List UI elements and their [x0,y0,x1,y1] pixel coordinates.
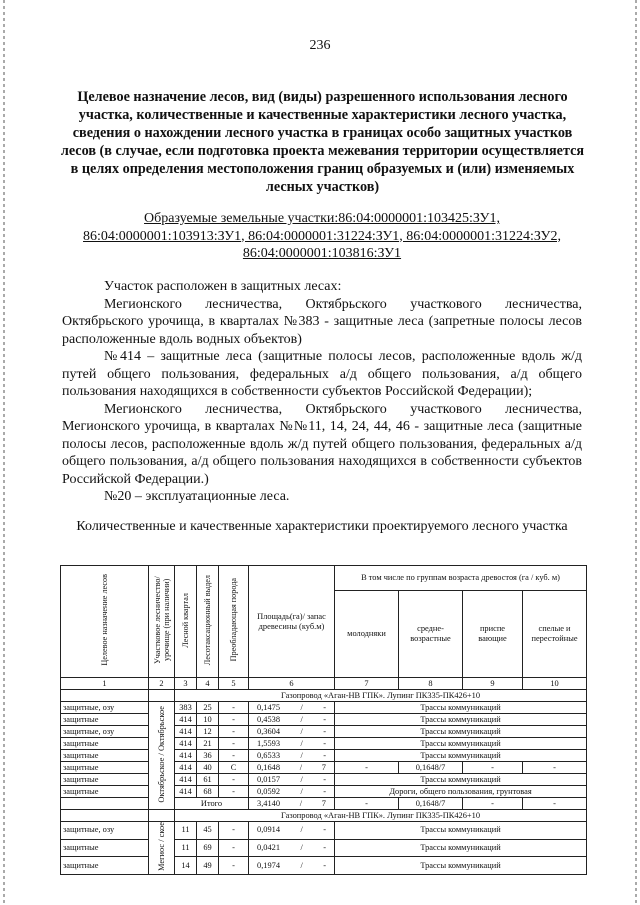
header-area: Площадь(га)/ запас древесины (куб.м) [249,566,335,678]
area-value: 0,1475 [257,702,281,712]
table-row [61,738,587,750]
area-value: 1,5593 [257,738,281,748]
mature-cell: - [523,798,587,810]
header-quarter: Лесной квартал [175,566,197,678]
purpose-cell: защитные [61,786,149,798]
column-numbers-row [61,678,587,690]
header-forestry: Участковое лесничество/ урочище (при наличии) [149,566,175,678]
col-number: 9 [463,678,523,690]
col-number: 7 [335,678,399,690]
purpose-cell: защитные [61,762,149,774]
header-maturing: приспе вающие [463,591,523,678]
area-value: 0,0421 [257,842,281,852]
area-cell: 0,0421 / - [249,839,335,857]
note-cell: Трассы коммуникаций [335,857,587,875]
section-row [61,690,587,702]
col-number: 10 [523,678,587,690]
empty-cell [61,810,149,822]
plot-cell: 40 [197,762,219,774]
purpose-cell: защитные [61,750,149,762]
quarter-cell: 11 [175,822,197,840]
header-middle: средне-возрастные [399,591,463,678]
note-cell: Трассы коммуникаций [335,774,587,786]
area-cell: 3,4140 / 7 [249,798,335,810]
note-cell: Трассы коммуникаций [335,822,587,840]
paragraph: Участок расположен в защитных лесах: [104,279,342,294]
scan-edge-left [3,0,5,905]
species-cell: - [219,857,249,875]
header-age-group: В том числе по группам возраста древостоя (га / куб. м) [335,566,587,591]
table-row [61,839,587,857]
area-cell: 0,1475 / - [249,702,335,714]
empty-cell [149,810,175,822]
note-cell: Дороги, общего пользования, грунтовая [335,786,587,798]
section-row [61,810,587,822]
area-cell: 0,4538 / - [249,714,335,726]
section-heading: Целевое назначение лесов, вид (виды) разрешенного использования лесного участка, количественные и качественные характеристики лесного участка, сведения о нахождении лесного участка в границах особо защитных участков лесов (в случае, если подготовка проекта межевания территории осуществляется в целях определения местоположения границ образуемых и (или) изменяемых лесных участков) [60,89,585,195]
paragraph: №20 – эксплуатационные леса. [104,489,290,504]
area-cell: 0,0914 / - [249,822,335,840]
note-cell: Трассы коммуникаций [335,839,587,857]
note-cell: Трассы коммуникаций [335,726,587,738]
area-cell: 0,3604 / - [249,726,335,738]
plot-cell: 10 [197,714,219,726]
scan-edge-right [635,0,637,905]
stock-value: - [323,786,326,796]
area-value: 0,1648 [257,762,281,772]
species-cell: - [219,702,249,714]
table-title: Количественные и качественные характеристики проектируемого лесного участка [76,519,568,534]
note-cell: Трассы коммуникаций [335,714,587,726]
plots-line: Образуемые земельные участки:86:04:0000001:103425:ЗУ1, [144,211,500,226]
header-mature: спелые и перестойные [523,591,587,678]
page-number: 236 [309,38,331,53]
plot-cell: 45 [197,822,219,840]
area-value: 0,1974 [257,860,281,870]
species-cell: - [219,822,249,840]
area-value: 0,0592 [257,786,281,796]
stock-value: - [323,726,326,736]
area-value: 0,0157 [257,774,281,784]
plots-line: 86:04:0000001:103816:ЗУ1 [242,246,402,261]
quarter-cell: 414 [175,726,197,738]
area-value: 0,0914 [257,825,281,835]
species-cell: - [219,738,249,750]
forestry-cell: Октябрьское / Октябрьское [149,702,175,810]
plot-cell: 61 [197,774,219,786]
paragraph: Мегионского лесничества, Октябрьского участкового лесничества, Октябрьского урочища, в кварталах №383 - защитные леса (запретные полосы лесов расположенные вдоль водных объектов) [62,296,582,347]
stock-value: - [323,860,326,870]
header-young: молодняки [335,591,399,678]
quarter-cell: 414 [175,738,197,750]
purpose-cell: защитные [61,774,149,786]
quarter-cell: 414 [175,762,197,774]
table-row [61,750,587,762]
plot-cell: 25 [197,702,219,714]
note-cell: Трассы коммуникаций [335,702,587,714]
paragraph: Мегионского лесничества, Октябрьского участкового лесничества, Мегионского урочища, в кварталах №№11, 14, 24, 44, 46 - защитные леса (защитные полосы лесов, расположенные вдоль ж/д путей общего пользования, федеральных а/д общего пользования, а/д общего пользования находящихся в собственности субъектов Российской Федерации.) [62,401,582,487]
table-row [61,762,587,774]
note-cell: Трассы коммуникаций [335,750,587,762]
land-plots-list [62,210,582,263]
plot-cell: 12 [197,726,219,738]
area-cell: 0,0157 / - [249,774,335,786]
purpose-cell: защитные [61,857,149,875]
young-cell: - [335,798,399,810]
plot-cell: 68 [197,786,219,798]
table-row [61,822,587,840]
forest-characteristics-table [60,565,587,875]
quarter-cell: 383 [175,702,197,714]
plot-cell: 49 [197,857,219,875]
species-cell: - [219,750,249,762]
stock-value: - [323,714,326,724]
table-row [61,726,587,738]
forestry-cell: Мегиос / ское [149,822,175,875]
location-description [62,278,582,506]
quarter-cell: 414 [175,714,197,726]
col-number: 6 [249,678,335,690]
quarter-cell: 11 [175,839,197,857]
col-number: 2 [149,678,175,690]
area-cell: 0,1648 / 7 [249,762,335,774]
purpose-cell: защитные, озу [61,822,149,840]
species-cell: - [219,714,249,726]
plots-line: 86:04:0000001:103913:ЗУ1, 86:04:0000001:31224:ЗУ1, 86:04:0000001:31224:ЗУ2, [83,228,561,244]
area-value: 0,3604 [257,726,281,736]
table-row [61,857,587,875]
stock-value: - [323,702,326,712]
stock-value: - [323,842,326,852]
quarter-cell: 414 [175,750,197,762]
total-row [61,798,587,810]
col-number: 3 [175,678,197,690]
total-label: Итого [175,798,249,810]
quarter-cell: 414 [175,786,197,798]
purpose-cell: защитные [61,714,149,726]
stock-value: - [323,738,326,748]
species-cell: - [219,726,249,738]
col-number: 4 [197,678,219,690]
area-value: 3,4140 [257,798,281,808]
stock-value: 7 [321,762,326,772]
note-cell: Трассы коммуникаций [335,738,587,750]
col-number: 5 [219,678,249,690]
purpose-cell: защитные, озу [61,726,149,738]
species-cell: - [219,786,249,798]
stock-value: - [323,825,326,835]
mature-cell: - [523,762,587,774]
purpose-cell: защитные [61,839,149,857]
header-row [61,566,587,591]
plot-cell: 36 [197,750,219,762]
col-number: 8 [399,678,463,690]
area-cell: 0,6533 / - [249,750,335,762]
species-cell: С [219,762,249,774]
stock-value: - [323,750,326,760]
area-value: 0,6533 [257,750,281,760]
purpose-cell: защитные [61,738,149,750]
section-title: Газопровод «Аган-НВ ГПК». Лупинг ПК335-ПК426+10 [175,690,587,702]
plot-cell: 69 [197,839,219,857]
section-title: Газопровод «Аган-НВ ГПК». Лупинг ПК335-ПК426+10 [175,810,587,822]
species-cell: - [219,774,249,786]
purpose-cell: защитные, озу [61,702,149,714]
maturing-cell: - [463,762,523,774]
table-row [61,786,587,798]
table-row [61,714,587,726]
quarter-cell: 414 [175,774,197,786]
empty-cell [61,798,149,810]
young-cell: - [335,762,399,774]
stock-value: - [323,774,326,784]
quarter-cell: 14 [175,857,197,875]
area-cell: 0,0592 / - [249,786,335,798]
header-purpose: Целевое назначение лесов [61,566,149,678]
area-value: 0,4538 [257,714,281,724]
table-row [61,702,587,714]
area-cell: 0,1974 / - [249,857,335,875]
header-plot: Лесотаксационный выдел [197,566,219,678]
plot-cell: 21 [197,738,219,750]
maturing-cell: - [463,798,523,810]
middle-cell: 0,1648/7 [399,762,463,774]
paragraph: №414 – защитные леса (защитные полосы лесов, расположенные вдоль ж/д путей общего пользования, федеральных а/д общего пользования, а/д общего пользования находящихся в собственности субъектов Российской Федерации); [62,349,582,399]
table-row [61,774,587,786]
header-species: Преобладающая порода [219,566,249,678]
area-cell: 1,5593 / - [249,738,335,750]
col-number: 1 [61,678,149,690]
middle-cell: 0,1648/7 [399,798,463,810]
species-cell: - [219,839,249,857]
stock-value: 7 [321,798,326,808]
